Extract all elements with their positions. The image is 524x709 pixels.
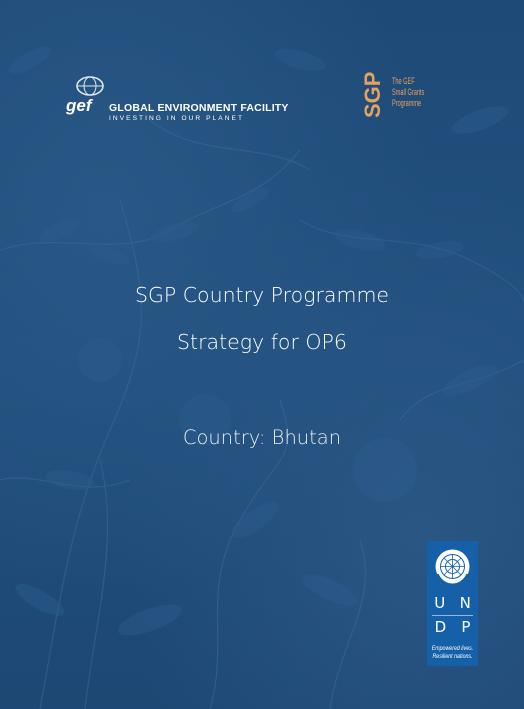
document-title-line-2: Strategy for OP6 [177, 330, 347, 354]
undp-letters-row-2 [427, 618, 478, 636]
undp-logo [427, 541, 478, 666]
country-label: Country: Bhutan [182, 426, 342, 449]
sgp-logo-text: SGP [360, 71, 385, 118]
sgp-line-2: Small Grants [392, 87, 425, 97]
undp-letter-u: U [434, 594, 446, 612]
undp-letters-row-1 [427, 594, 478, 612]
gef-title: GLOBAL ENVIRONMENT FACILITY [109, 102, 289, 114]
gef-globe-icon [66, 72, 110, 118]
undp-letter-n: N [459, 594, 471, 612]
undp-slogan-line-1: Empowered lives. [431, 645, 474, 652]
document-title-line-1: SGP Country Programme [134, 283, 390, 307]
undp-letter-p: P [461, 618, 471, 636]
sgp-line-3: Programme [392, 98, 422, 108]
undp-slogan [427, 645, 478, 660]
un-emblem-icon [432, 546, 473, 587]
sgp-logo-icon [358, 68, 386, 120]
sgp-line-1: The GEF [392, 76, 415, 86]
undp-letter-d: D [434, 618, 447, 636]
undp-slogan-line-2: Resilient nations. [432, 652, 473, 660]
gef-logo-text: gef [66, 96, 92, 115]
gef-wordmark [109, 102, 289, 122]
gef-tagline: INVESTING IN OUR PLANET [109, 115, 245, 122]
undp-divider [432, 615, 473, 616]
sgp-wordmark [392, 76, 424, 109]
